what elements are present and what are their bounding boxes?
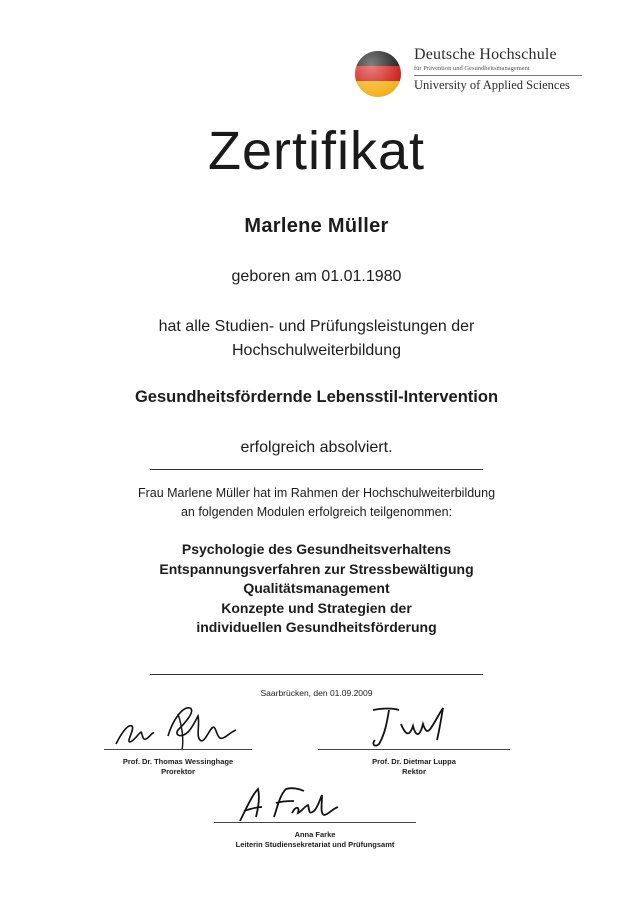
signature-prorektor: [112, 702, 242, 752]
logo-english-name: University of Applied Sciences: [414, 78, 570, 92]
signer-name-rektor: Prof. Dr. Dietmar Luppa: [372, 757, 456, 766]
signer-role-studiensekretariat: Leiterin Studiensekretariat und Prüfungsamt: [235, 840, 395, 849]
signature-line-rektor: [318, 749, 510, 750]
module-item: Psychologie des Gesundheitsverhaltens: [181, 541, 452, 557]
logo-name: Deutsche Hochschule: [414, 46, 557, 63]
university-logo: [352, 42, 592, 102]
module-item: Konzepte und Strategien der: [221, 599, 412, 616]
signature-line-studiensekretariat: [214, 822, 416, 823]
divider-bottom: [150, 674, 483, 675]
signer-role-prorektor: Prorektor: [161, 767, 195, 776]
completion-text: erfolgreich absolviert.: [240, 439, 393, 456]
statement-line-2: Hochschulweiterbildung: [232, 342, 401, 359]
signature-studiensekretariat: [234, 783, 346, 825]
module-list: [0, 540, 633, 638]
module-item: Qualitätsmanagement: [243, 580, 390, 596]
signer-role-rektor: Rektor: [402, 767, 426, 776]
signer-name-studiensekretariat: Anna Farke: [294, 830, 336, 839]
divider-top: [150, 469, 483, 470]
modules-intro-line-1: Frau Marlene Müller hat im Rahmen der Hochschulweiterbildung: [137, 486, 496, 500]
signer-name-prorektor: Prof. Dr. Thomas Wessinghage: [122, 757, 234, 766]
signature-rektor: [365, 700, 455, 750]
logo-divider: [414, 75, 582, 76]
statement-line-1: hat alle Studien- und Prüfungsleistungen der: [158, 318, 475, 335]
certificate-title: Zertifikat: [207, 121, 426, 181]
recipient-name: Marlene Müller: [244, 215, 389, 237]
modules-intro-line-2: an folgenden Modulen erfolgreich teilgenommen:: [180, 505, 452, 519]
globe-logo-icon: [352, 48, 404, 100]
logo-subtitle: für Prävention und Gesundheitsmanagement: [414, 65, 530, 72]
place-and-date: Saarbrücken, den 01.09.2009: [260, 688, 373, 698]
module-item: Entspannungsverfahren zur Stressbewältigung: [159, 560, 474, 577]
birth-date: geboren am 01.01.1980: [231, 268, 402, 285]
signature-line-prorektor: [104, 749, 252, 750]
program-title: Gesundheitsfördernde Lebensstil-Intervention: [134, 388, 499, 406]
module-item: individuellen Gesundheitsförderung: [196, 619, 437, 635]
